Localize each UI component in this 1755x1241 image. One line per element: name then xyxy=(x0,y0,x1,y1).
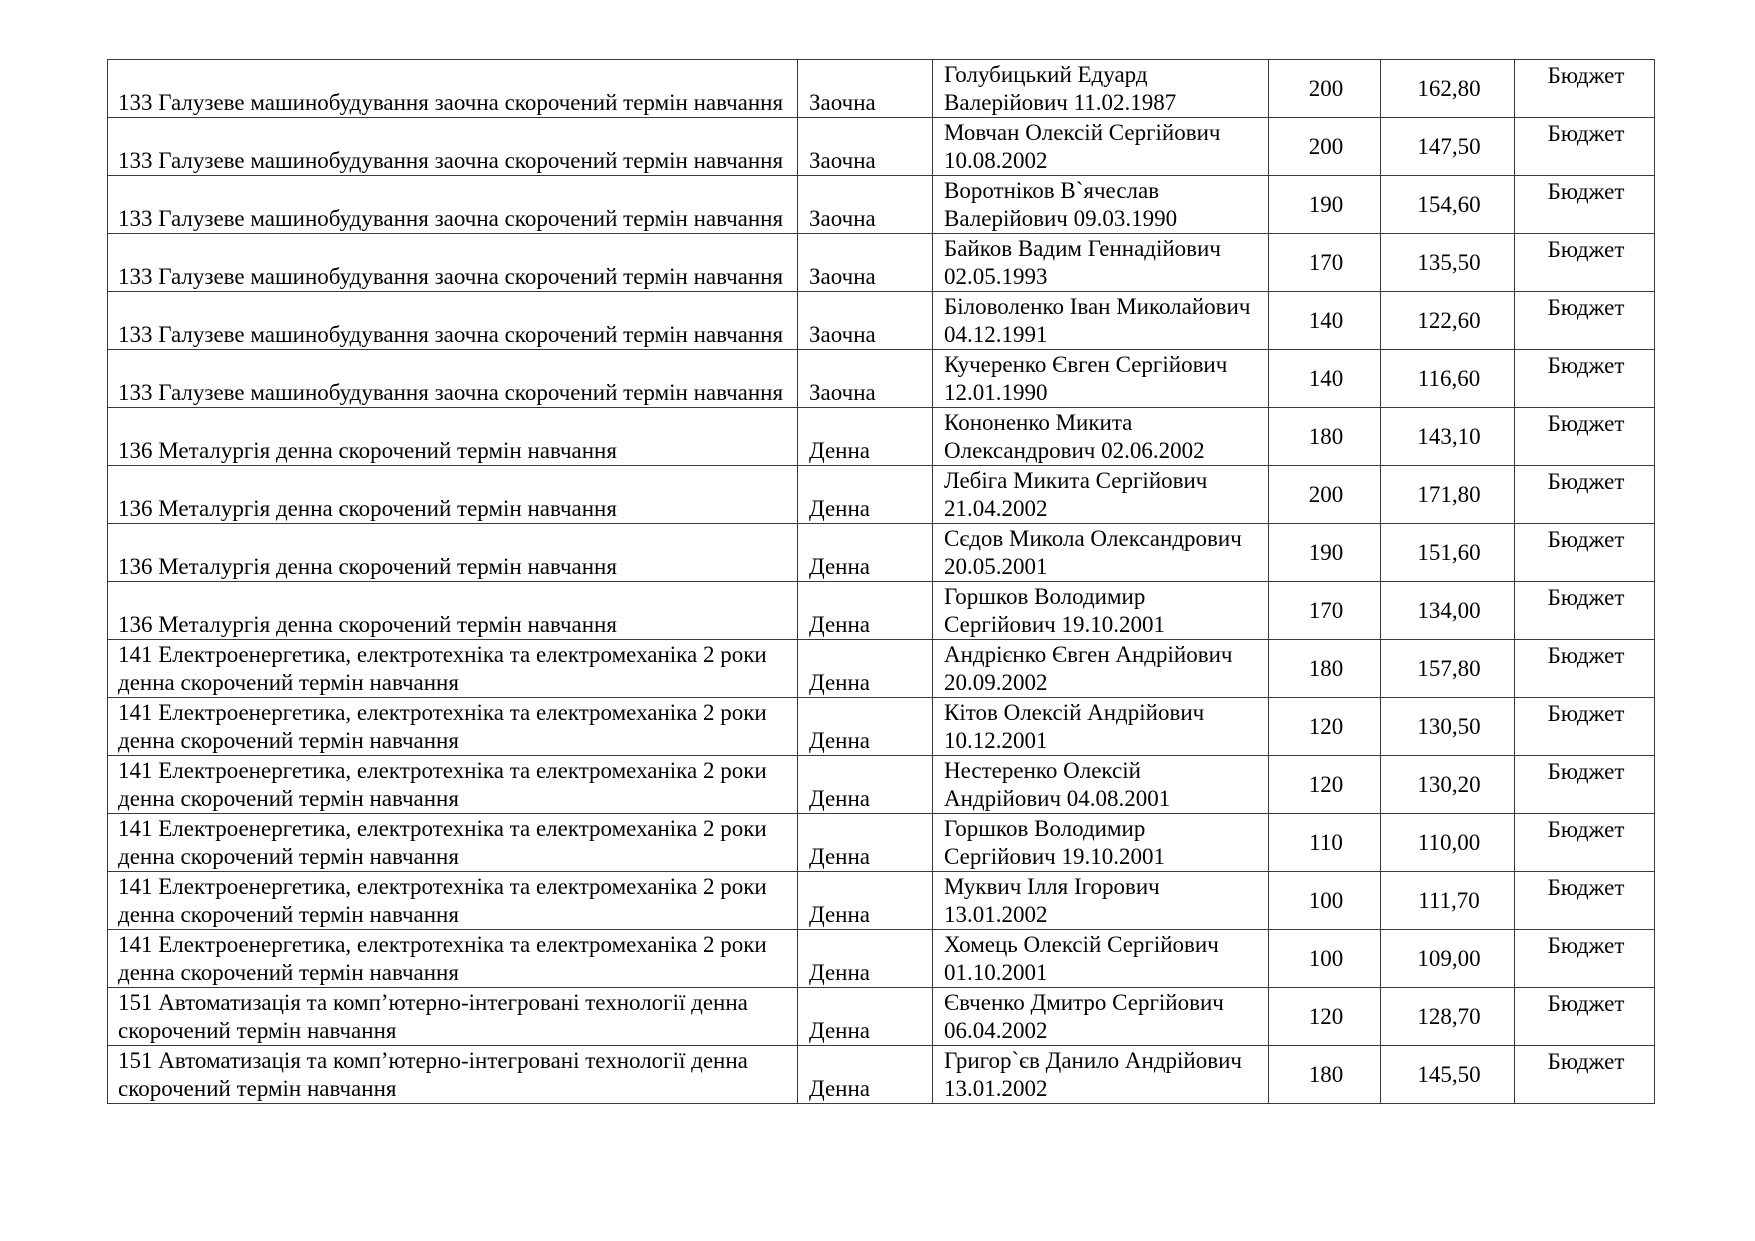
study-form-cell: Денна xyxy=(798,930,933,988)
table-row xyxy=(108,814,1655,872)
applicant-name-cell: Григор`єв Данило Андрійович 13.01.2002 xyxy=(933,1046,1269,1104)
study-form-cell: Денна xyxy=(798,698,933,756)
specialty-cell: 133 Галузеве машинобудування заочна скорочений термін навчання xyxy=(108,350,798,408)
specialty-cell: 136 Металургія денна скорочений термін навчання xyxy=(108,408,798,466)
study-form-cell: Заочна xyxy=(798,234,933,292)
specialty-cell: 141 Електроенергетика, електротехніка та електромеханіка 2 роки денна скорочений термін навчання xyxy=(108,698,798,756)
funding-cell: Бюджет xyxy=(1515,408,1655,466)
study-form-cell: Денна xyxy=(798,988,933,1046)
specialty-cell: 133 Галузеве машинобудування заочна скорочений термін навчання xyxy=(108,60,798,118)
table-row xyxy=(108,872,1655,930)
funding-cell: Бюджет xyxy=(1515,292,1655,350)
study-form-cell: Денна xyxy=(798,466,933,524)
study-form-cell: Денна xyxy=(798,640,933,698)
score-cell: 110 xyxy=(1269,814,1381,872)
score-cell: 190 xyxy=(1269,524,1381,582)
table-row xyxy=(108,640,1655,698)
rating-cell: 135,50 xyxy=(1381,234,1515,292)
study-form-cell: Заочна xyxy=(798,176,933,234)
table-body xyxy=(108,60,1655,1104)
rating-cell: 162,80 xyxy=(1381,60,1515,118)
funding-cell: Бюджет xyxy=(1515,176,1655,234)
score-cell: 140 xyxy=(1269,292,1381,350)
specialty-cell: 133 Галузеве машинобудування заочна скорочений термін навчання xyxy=(108,292,798,350)
score-cell: 200 xyxy=(1269,60,1381,118)
rating-cell: 143,10 xyxy=(1381,408,1515,466)
funding-cell: Бюджет xyxy=(1515,988,1655,1046)
specialty-cell: 136 Металургія денна скорочений термін навчання xyxy=(108,466,798,524)
specialty-cell: 141 Електроенергетика, електротехніка та електромеханіка 2 роки денна скорочений термін навчання xyxy=(108,814,798,872)
table-row xyxy=(108,930,1655,988)
score-cell: 100 xyxy=(1269,930,1381,988)
rating-cell: 128,70 xyxy=(1381,988,1515,1046)
score-cell: 170 xyxy=(1269,582,1381,640)
rating-cell: 157,80 xyxy=(1381,640,1515,698)
score-cell: 200 xyxy=(1269,118,1381,176)
applicant-name-cell: Голубицький Едуард Валерійович 11.02.1987 xyxy=(933,60,1269,118)
study-form-cell: Заочна xyxy=(798,350,933,408)
table-row xyxy=(108,988,1655,1046)
table-row xyxy=(108,60,1655,118)
specialty-cell: 141 Електроенергетика, електротехніка та електромеханіка 2 роки денна скорочений термін навчання xyxy=(108,756,798,814)
specialty-cell: 141 Електроенергетика, електротехніка та електромеханіка 2 роки денна скорочений термін навчання xyxy=(108,640,798,698)
score-cell: 120 xyxy=(1269,988,1381,1046)
rating-cell: 116,60 xyxy=(1381,350,1515,408)
funding-cell: Бюджет xyxy=(1515,814,1655,872)
applicant-name-cell: Кононенко Микита Олександрович 02.06.2002 xyxy=(933,408,1269,466)
funding-cell: Бюджет xyxy=(1515,1046,1655,1104)
score-cell: 140 xyxy=(1269,350,1381,408)
study-form-cell: Денна xyxy=(798,582,933,640)
table-row xyxy=(108,234,1655,292)
study-form-cell: Денна xyxy=(798,872,933,930)
rating-cell: 110,00 xyxy=(1381,814,1515,872)
table-row xyxy=(108,524,1655,582)
score-cell: 190 xyxy=(1269,176,1381,234)
rating-cell: 122,60 xyxy=(1381,292,1515,350)
applicant-name-cell: Андрієнко Євген Андрійович 20.09.2002 xyxy=(933,640,1269,698)
table-row xyxy=(108,118,1655,176)
funding-cell: Бюджет xyxy=(1515,234,1655,292)
funding-cell: Бюджет xyxy=(1515,640,1655,698)
table-row xyxy=(108,408,1655,466)
specialty-cell: 151 Автоматизація та комп’ютерно-інтегровані технології денна скорочений термін навчання xyxy=(108,988,798,1046)
study-form-cell: Заочна xyxy=(798,60,933,118)
rating-cell: 130,20 xyxy=(1381,756,1515,814)
admission-list-table xyxy=(107,59,1655,1104)
applicant-name-cell: Кучеренко Євген Сергійович 12.01.1990 xyxy=(933,350,1269,408)
table-row xyxy=(108,756,1655,814)
rating-cell: 134,00 xyxy=(1381,582,1515,640)
applicant-name-cell: Муквич Ілля Ігорович 13.01.2002 xyxy=(933,872,1269,930)
table-row xyxy=(108,176,1655,234)
specialty-cell: 133 Галузеве машинобудування заочна скорочений термін навчання xyxy=(108,118,798,176)
applicant-name-cell: Біловоленко Іван Миколайович 04.12.1991 xyxy=(933,292,1269,350)
table-row xyxy=(108,582,1655,640)
study-form-cell: Заочна xyxy=(798,118,933,176)
study-form-cell: Денна xyxy=(798,524,933,582)
table-row xyxy=(108,466,1655,524)
table-row xyxy=(108,698,1655,756)
funding-cell: Бюджет xyxy=(1515,872,1655,930)
rating-cell: 145,50 xyxy=(1381,1046,1515,1104)
applicant-name-cell: Байков Вадим Геннадійович 02.05.1993 xyxy=(933,234,1269,292)
funding-cell: Бюджет xyxy=(1515,524,1655,582)
table-row xyxy=(108,350,1655,408)
applicant-name-cell: Воротніков В`ячеслав Валерійович 09.03.1990 xyxy=(933,176,1269,234)
specialty-cell: 151 Автоматизація та комп’ютерно-інтегровані технології денна скорочений термін навчання xyxy=(108,1046,798,1104)
applicant-name-cell: Євченко Дмитро Сергійович 06.04.2002 xyxy=(933,988,1269,1046)
rating-cell: 151,60 xyxy=(1381,524,1515,582)
funding-cell: Бюджет xyxy=(1515,118,1655,176)
specialty-cell: 141 Електроенергетика, електротехніка та електромеханіка 2 роки денна скорочений термін навчання xyxy=(108,872,798,930)
funding-cell: Бюджет xyxy=(1515,930,1655,988)
specialty-cell: 141 Електроенергетика, електротехніка та електромеханіка 2 роки денна скорочений термін навчання xyxy=(108,930,798,988)
score-cell: 120 xyxy=(1269,756,1381,814)
score-cell: 170 xyxy=(1269,234,1381,292)
funding-cell: Бюджет xyxy=(1515,350,1655,408)
applicant-name-cell: Хомець Олексій Сергійович 01.10.2001 xyxy=(933,930,1269,988)
specialty-cell: 136 Металургія денна скорочений термін навчання xyxy=(108,582,798,640)
score-cell: 180 xyxy=(1269,408,1381,466)
specialty-cell: 136 Металургія денна скорочений термін навчання xyxy=(108,524,798,582)
score-cell: 180 xyxy=(1269,640,1381,698)
applicant-name-cell: Горшков Володимир Сергійович 19.10.2001 xyxy=(933,814,1269,872)
study-form-cell: Заочна xyxy=(798,292,933,350)
rating-cell: 147,50 xyxy=(1381,118,1515,176)
study-form-cell: Денна xyxy=(798,814,933,872)
specialty-cell: 133 Галузеве машинобудування заочна скорочений термін навчання xyxy=(108,176,798,234)
applicant-name-cell: Горшков Володимир Сергійович 19.10.2001 xyxy=(933,582,1269,640)
study-form-cell: Денна xyxy=(798,756,933,814)
study-form-cell: Денна xyxy=(798,1046,933,1104)
applicant-name-cell: Мовчан Олексій Сергійович 10.08.2002 xyxy=(933,118,1269,176)
funding-cell: Бюджет xyxy=(1515,466,1655,524)
rating-cell: 154,60 xyxy=(1381,176,1515,234)
rating-cell: 109,00 xyxy=(1381,930,1515,988)
applicant-name-cell: Сєдов Микола Олександрович 20.05.2001 xyxy=(933,524,1269,582)
specialty-cell: 133 Галузеве машинобудування заочна скорочений термін навчання xyxy=(108,234,798,292)
funding-cell: Бюджет xyxy=(1515,756,1655,814)
table-row xyxy=(108,292,1655,350)
score-cell: 180 xyxy=(1269,1046,1381,1104)
rating-cell: 130,50 xyxy=(1381,698,1515,756)
rating-cell: 171,80 xyxy=(1381,466,1515,524)
rating-cell: 111,70 xyxy=(1381,872,1515,930)
applicant-name-cell: Лебіга Микита Сергійович 21.04.2002 xyxy=(933,466,1269,524)
score-cell: 200 xyxy=(1269,466,1381,524)
study-form-cell: Денна xyxy=(798,408,933,466)
score-cell: 100 xyxy=(1269,872,1381,930)
funding-cell: Бюджет xyxy=(1515,60,1655,118)
applicant-name-cell: Нестеренко Олексій Андрійович 04.08.2001 xyxy=(933,756,1269,814)
score-cell: 120 xyxy=(1269,698,1381,756)
funding-cell: Бюджет xyxy=(1515,582,1655,640)
table-row xyxy=(108,1046,1655,1104)
applicant-name-cell: Кітов Олексій Андрійович 10.12.2001 xyxy=(933,698,1269,756)
funding-cell: Бюджет xyxy=(1515,698,1655,756)
